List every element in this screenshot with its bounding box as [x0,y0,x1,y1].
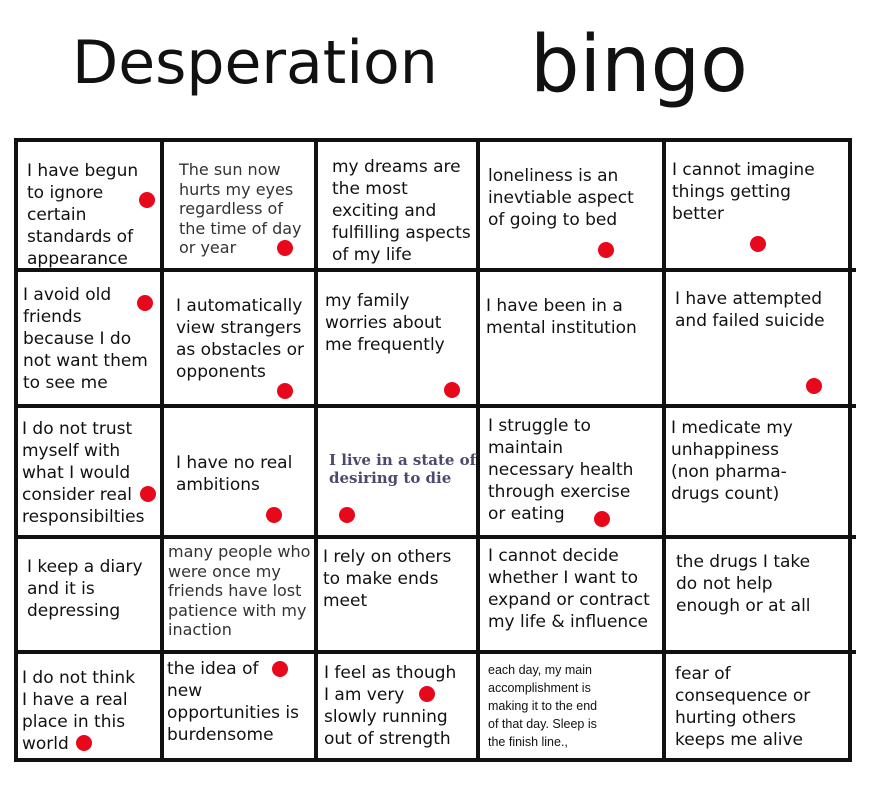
marked-dot [277,240,293,256]
cell-text: loneliness is an inevtiable aspect of going to bed [488,166,634,230]
grid-line [14,404,856,408]
bingo-cell [23,284,148,394]
bingo-cell [176,295,304,383]
marked-dot [750,236,766,252]
marked-dot [139,192,155,208]
title-desperation: Desperation [72,28,438,98]
bingo-cell [672,159,815,225]
cell-text: I automatically view strangers as obstacles or opponents [176,296,304,382]
cell-text: I cannot imagine things getting better [672,160,815,224]
grid-line [14,138,18,762]
bingo-cell [675,288,825,332]
cell-text: I cannot decide whether I want to expand or contract my life & influence [488,546,650,632]
bingo-cell [676,551,811,617]
grid-line [14,758,852,762]
marked-dot [277,383,293,399]
bingo-cell [27,556,143,622]
marked-dot [140,486,156,502]
bingo-cell [488,415,633,525]
bingo-cell [488,545,650,633]
bingo-cell [488,165,634,231]
grid-line [14,535,856,539]
cell-text: my dreams are the most exciting and fulfilling aspects of my life [332,157,471,265]
marked-dot [598,242,614,258]
bingo-cell [488,661,597,751]
cell-text: I keep a diary and it is depressing [27,557,143,621]
bingo-cell [486,295,637,339]
bingo-cell [176,452,292,496]
title-bingo: bingo [530,20,748,110]
bingo-cell [168,542,310,640]
cell-text: The sun now hurts my eyes regardless of the time of day or year [179,160,302,257]
bingo-cell [22,418,144,528]
cell-text: fear of consequence or hurting others keeps me alive [675,664,811,750]
grid-line [14,138,852,142]
grid-line [14,268,856,272]
bingo-cell [332,156,471,266]
marked-dot [272,661,288,677]
cell-text: I have attempted and failed suicide [675,289,825,331]
bingo-cell [324,662,456,750]
grid-line [662,138,666,762]
cell-text: my family worries about me frequently [325,291,445,355]
bingo-cell [329,451,476,487]
marked-dot [806,378,822,394]
marked-dot [76,735,92,751]
cell-text: the drugs I take do not help enough or at all [676,552,811,616]
cell-text: I do not trust myself with what I would consider real responsibilties [22,419,145,527]
cell-text: many people who were once my friends have lost patience with my inaction [168,542,311,639]
marked-dot [339,507,355,523]
cell-text: I avoid old friends because I do not want them to see me [23,285,148,393]
bingo-cell [27,160,138,270]
marked-dot [137,295,153,311]
grid-line [14,650,856,654]
grid-line [160,138,164,762]
cell-text: I rely on others to make ends meet [323,547,452,611]
cell-text: I have been in a mental institution [486,296,637,338]
cell-text: I live in a state of desiring to die [329,451,477,487]
grid-line [476,138,480,762]
marked-dot [266,507,282,523]
cell-text: I do not think I have a real place in this world [22,668,136,754]
grid-line [848,138,852,762]
bingo-cell [675,663,810,751]
cell-text: I have begun to ignore certain standards of appearance [27,161,139,269]
bingo-cell [325,290,445,356]
cell-text: I medicate my unhappiness (non pharma- drugs count) [671,418,793,504]
cell-text: each day, my main accomplishment is making it to the end of that day. Sleep is the finish line., [488,663,598,749]
bingo-cell [671,417,793,505]
marked-dot [419,686,435,702]
cell-text: I feel as though I am very slowly running out of strength [324,663,457,749]
marked-dot [594,511,610,527]
bingo-cell [323,546,451,612]
grid-line [314,138,318,762]
cell-text: I struggle to maintain necessary health through exercise or eating [488,416,634,524]
cell-text: the idea of new opportunities is burdensome [167,659,299,745]
cell-text: I have no real ambitions [176,453,293,495]
marked-dot [444,382,460,398]
